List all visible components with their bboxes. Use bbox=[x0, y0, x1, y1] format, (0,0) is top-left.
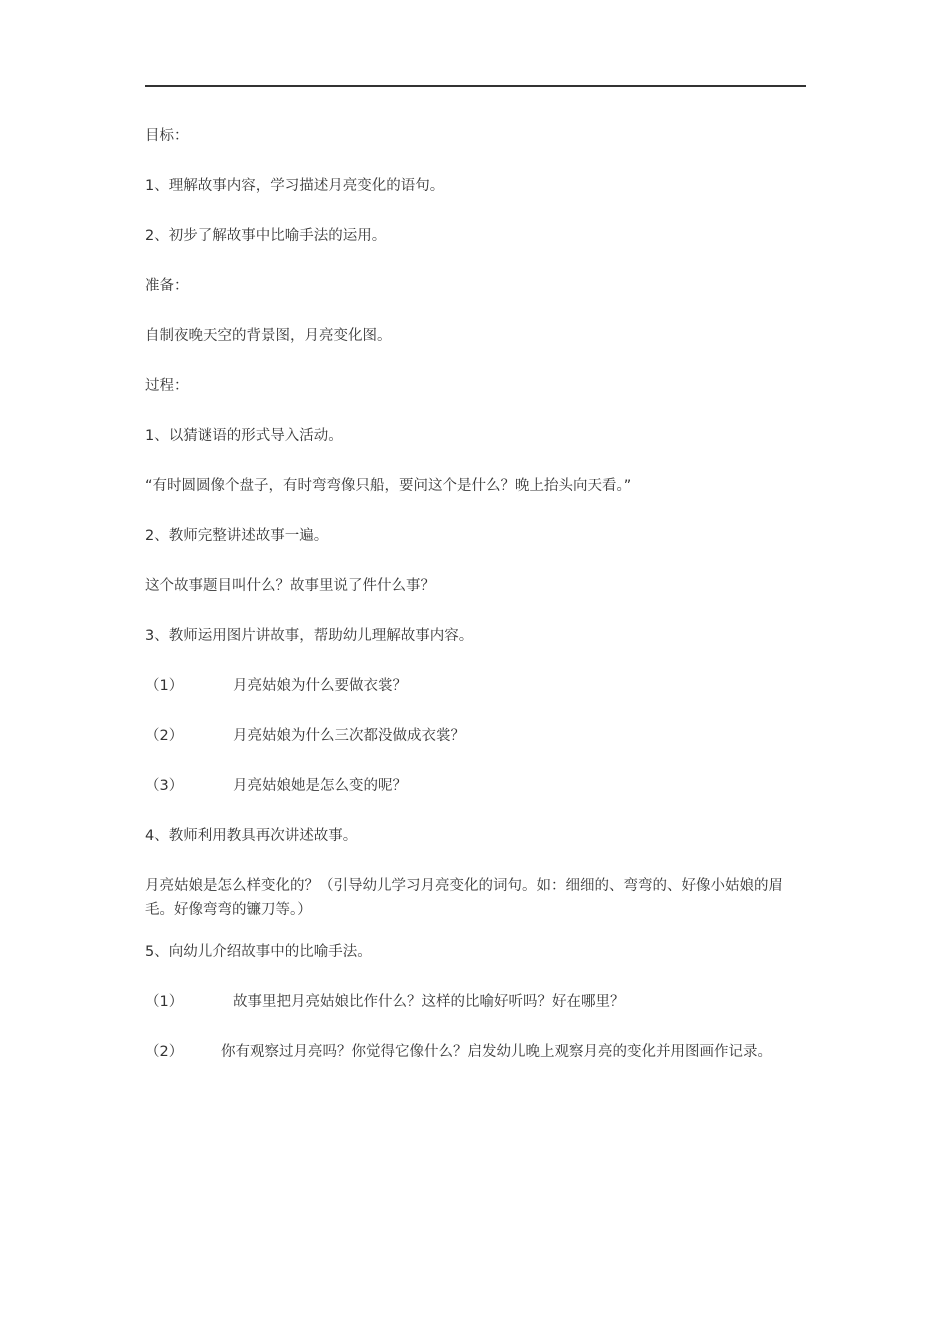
question-number: （1） bbox=[145, 678, 184, 694]
question-number: （2） bbox=[145, 728, 184, 744]
heading-process: 过程： bbox=[145, 378, 189, 394]
question-number: （2） bbox=[145, 1044, 184, 1060]
step-3-question-1 bbox=[145, 674, 806, 698]
preparation-text: 自制夜晚天空的背景图，月亮变化图。 bbox=[145, 328, 392, 344]
question-text: 月亮姑娘她是怎么变的呢？ bbox=[233, 778, 407, 794]
document-body bbox=[145, 124, 806, 1090]
heading-preparation: 准备： bbox=[145, 278, 189, 294]
step-3-question-3 bbox=[145, 774, 806, 798]
question-number: （3） bbox=[145, 778, 184, 794]
question-text: 你有观察过月亮吗？你觉得它像什么？启发幼儿晚上观察月亮的变化并用图画作记录。 bbox=[221, 1044, 772, 1060]
header-rule bbox=[145, 85, 806, 87]
step-5: 5、向幼儿介绍故事中的比喻手法。 bbox=[145, 944, 372, 960]
step-4: 4、教师利用教具再次讲述故事。 bbox=[145, 828, 358, 844]
step-5-question-2 bbox=[145, 1040, 806, 1064]
question-text: 故事里把月亮姑娘比作什么？这样的比喻好听吗？好在哪里？ bbox=[233, 994, 625, 1010]
goal-1: 1、理解故事内容，学习描述月亮变化的语句。 bbox=[145, 178, 445, 194]
step-5-question-1 bbox=[145, 990, 806, 1014]
step-2-questions: 这个故事题目叫什么？故事里说了件什么事？ bbox=[145, 578, 435, 594]
goal-2: 2、初步了解故事中比喻手法的运用。 bbox=[145, 228, 387, 244]
step-4-text: 月亮姑娘是怎么样变化的？（引导幼儿学习月亮变化的词句。如：细细的、弯弯的、好像小姑娘的眉毛。好像弯弯的镰刀等。） bbox=[145, 878, 783, 918]
step-3: 3、教师运用图片讲故事，帮助幼儿理解故事内容。 bbox=[145, 628, 474, 644]
riddle-text: “有时圆圆像个盘子，有时弯弯像只船，要问这个是什么？晚上抬头向天看。” bbox=[145, 478, 632, 494]
question-number: （1） bbox=[145, 994, 184, 1010]
step-2: 2、教师完整讲述故事一遍。 bbox=[145, 528, 329, 544]
question-text: 月亮姑娘为什么三次都没做成衣裳？ bbox=[233, 728, 465, 744]
step-1: 1、以猜谜语的形式导入活动。 bbox=[145, 428, 343, 444]
heading-goals: 目标： bbox=[145, 128, 189, 144]
question-text: 月亮姑娘为什么要做衣裳？ bbox=[233, 678, 407, 694]
step-3-question-2 bbox=[145, 724, 806, 748]
